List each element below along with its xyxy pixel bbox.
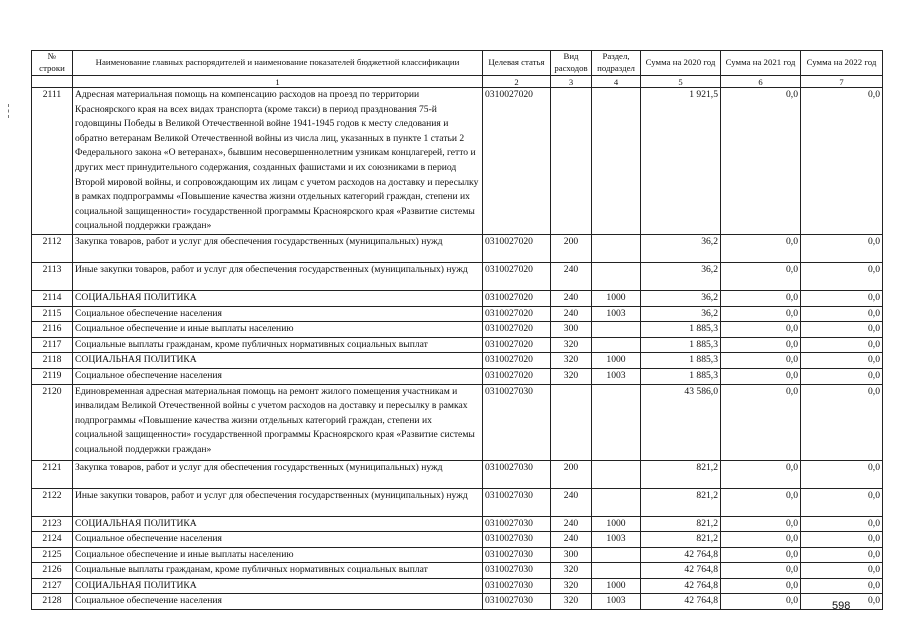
sum-2020-cell: 1 885,3	[641, 353, 721, 369]
sum-2020-cell: 821,2	[641, 460, 721, 488]
table-row	[32, 290, 883, 306]
target-article-cell: 0310027020	[483, 353, 551, 369]
sum-2020-cell: 36,2	[641, 290, 721, 306]
row-number-cell: 2114	[32, 290, 73, 306]
expense-kind-cell: 320	[551, 563, 592, 579]
table-row	[32, 460, 883, 488]
sum-2021-cell: 0,0	[721, 368, 801, 384]
sum-2021-cell: 0,0	[721, 547, 801, 563]
sum-2021-cell: 0,0	[721, 516, 801, 532]
sum-2021-cell: 0,0	[721, 353, 801, 369]
column-number	[32, 76, 73, 88]
target-article-cell: 0310027020	[483, 88, 551, 235]
target-article-cell: 0310027020	[483, 337, 551, 353]
column-number: 2	[483, 76, 551, 88]
expense-kind-cell: 240	[551, 262, 592, 290]
expense-kind-cell: 300	[551, 547, 592, 563]
sum-2022-cell: 0,0	[801, 384, 883, 460]
indicator-name-cell: Иные закупки товаров, работ и услуг для обеспечения государственных (муниципальных) нужд	[73, 262, 483, 290]
target-article-cell: 0310027030	[483, 532, 551, 548]
sum-2022-cell: 0,0	[801, 322, 883, 338]
column-number-row	[32, 76, 883, 88]
row-number-cell: 2126	[32, 563, 73, 579]
sum-2020-cell: 1 885,3	[641, 337, 721, 353]
sum-2022-cell: 0,0	[801, 563, 883, 579]
row-number-cell: 2120	[32, 384, 73, 460]
indicator-name-cell: Социальное обеспечение и иные выплаты населению	[73, 547, 483, 563]
row-number-cell: 2112	[32, 234, 73, 262]
expense-kind-cell: 320	[551, 578, 592, 594]
sum-2020-cell: 821,2	[641, 488, 721, 516]
table-row	[32, 532, 883, 548]
table-body	[32, 88, 883, 610]
sum-2020-cell: 42 764,8	[641, 594, 721, 610]
header-sum-2022: Сумма на 2022 год	[801, 51, 883, 76]
target-article-cell: 0310027020	[483, 322, 551, 338]
sum-2022-cell: 0,0	[801, 290, 883, 306]
sum-2020-cell: 36,2	[641, 306, 721, 322]
target-article-cell: 0310027020	[483, 290, 551, 306]
sum-2022-cell: 0,0	[801, 234, 883, 262]
sum-2021-cell: 0,0	[721, 594, 801, 610]
row-number-cell: 2127	[32, 578, 73, 594]
indicator-name-cell: Социальное обеспечение населения	[73, 306, 483, 322]
expense-kind-cell: 240	[551, 516, 592, 532]
target-article-cell: 0310027030	[483, 578, 551, 594]
expense-kind-cell	[551, 384, 592, 460]
section-cell: 1003	[592, 594, 641, 610]
table-row	[32, 368, 883, 384]
target-article-cell: 0310027020	[483, 262, 551, 290]
table-row	[32, 337, 883, 353]
target-article-cell: 0310027030	[483, 547, 551, 563]
target-article-cell: 0310027030	[483, 384, 551, 460]
section-cell	[592, 337, 641, 353]
expense-kind-cell: 320	[551, 353, 592, 369]
margin-mark	[8, 104, 10, 118]
indicator-name-cell: СОЦИАЛЬНАЯ ПОЛИТИКА	[73, 578, 483, 594]
sum-2022-cell: 0,0	[801, 460, 883, 488]
sum-2021-cell: 0,0	[721, 234, 801, 262]
row-number-cell: 2125	[32, 547, 73, 563]
table-row	[32, 322, 883, 338]
expense-kind-cell: 320	[551, 594, 592, 610]
table-row	[32, 306, 883, 322]
indicator-name-cell: Единовременная адресная материальная помощь на ремонт жилого помещения участникам и инвалидам Великой Отечественной войны с учетом расходов на доставку и пересылку в рамках подпрограммы «Повышение качества жизни отдельных категорий граждан, степени их социальной защищенности» государственной программы Красноярского края «Развитие системы социальной поддержки граждан»	[73, 384, 483, 460]
target-article-cell: 0310027030	[483, 460, 551, 488]
table-row	[32, 516, 883, 532]
sum-2021-cell: 0,0	[721, 290, 801, 306]
header-target: Целевая статья	[483, 51, 551, 76]
row-number-cell: 2119	[32, 368, 73, 384]
section-cell: 1000	[592, 516, 641, 532]
row-number-cell: 2111	[32, 88, 73, 235]
indicator-name-cell: Социальное обеспечение населения	[73, 594, 483, 610]
expense-kind-cell: 200	[551, 234, 592, 262]
indicator-name-cell: Социальные выплаты гражданам, кроме публичных нормативных социальных выплат	[73, 337, 483, 353]
sum-2021-cell: 0,0	[721, 306, 801, 322]
section-cell: 1003	[592, 306, 641, 322]
target-article-cell: 0310027030	[483, 516, 551, 532]
table-row	[32, 234, 883, 262]
target-article-cell: 0310027030	[483, 488, 551, 516]
sum-2020-cell: 43 586,0	[641, 384, 721, 460]
sum-2020-cell: 36,2	[641, 262, 721, 290]
budget-table	[31, 50, 883, 610]
sum-2022-cell: 0,0	[801, 516, 883, 532]
section-cell	[592, 488, 641, 516]
section-cell: 1000	[592, 290, 641, 306]
table-row	[32, 547, 883, 563]
expense-kind-cell: 240	[551, 290, 592, 306]
section-cell	[592, 563, 641, 579]
sum-2021-cell: 0,0	[721, 460, 801, 488]
sum-2021-cell: 0,0	[721, 262, 801, 290]
section-cell	[592, 88, 641, 235]
sum-2020-cell: 821,2	[641, 516, 721, 532]
expense-kind-cell: 240	[551, 532, 592, 548]
indicator-name-cell: Закупка товаров, работ и услуг для обеспечения государственных (муниципальных) нужд	[73, 460, 483, 488]
header-section: Раздел, подраздел	[592, 51, 641, 76]
row-number-cell: 2118	[32, 353, 73, 369]
sum-2021-cell: 0,0	[721, 322, 801, 338]
section-cell	[592, 322, 641, 338]
indicator-name-cell: Социальное обеспечение населения	[73, 368, 483, 384]
expense-kind-cell: 240	[551, 488, 592, 516]
target-article-cell: 0310027020	[483, 368, 551, 384]
expense-kind-cell: 240	[551, 306, 592, 322]
row-number-cell: 2123	[32, 516, 73, 532]
indicator-name-cell: СОЦИАЛЬНАЯ ПОЛИТИКА	[73, 516, 483, 532]
sum-2021-cell: 0,0	[721, 563, 801, 579]
column-number: 6	[721, 76, 801, 88]
sum-2021-cell: 0,0	[721, 384, 801, 460]
indicator-name-cell: Иные закупки товаров, работ и услуг для обеспечения государственных (муниципальных) нужд	[73, 488, 483, 516]
sum-2022-cell: 0,0	[801, 337, 883, 353]
section-cell	[592, 262, 641, 290]
column-number: 3	[551, 76, 592, 88]
section-cell	[592, 234, 641, 262]
sum-2022-cell: 0,0	[801, 88, 883, 235]
table-row	[32, 384, 883, 460]
indicator-name-cell: Адресная материальная помощь на компенсацию расходов на проезд по территории Красноярского края на всех видах транспорта (кроме такси) в период празднования 75-й годовщины Победы в Великой Отечественной войне 1941-1945 годов к месту следования и обратно ветеранам Великой Отечественной войны из числа лиц, указанных в пункте 1 статьи 2 Федерального закона «О ветеранах», бывшим несовершеннолетним узникам концлагерей, гетто и других мест принудительного содержания, созданных фашистами и их союзниками в период Второй мировой войны, и сопровождающим их лицам с учетом расходов на доставку и пересылку в рамках подпрограммы «Повышение качества жизни отдельных категорий граждан, степени их социальной защищенности» государственной программы Красноярского края «Развитие системы социальной поддержки граждан»	[73, 88, 483, 235]
sum-2021-cell: 0,0	[721, 337, 801, 353]
row-number-cell: 2116	[32, 322, 73, 338]
sum-2020-cell: 42 764,8	[641, 547, 721, 563]
expense-kind-cell	[551, 88, 592, 235]
section-cell: 1000	[592, 578, 641, 594]
row-number-cell: 2122	[32, 488, 73, 516]
column-number: 7	[801, 76, 883, 88]
sum-2020-cell: 42 764,8	[641, 578, 721, 594]
sum-2022-cell: 0,0	[801, 532, 883, 548]
sum-2021-cell: 0,0	[721, 532, 801, 548]
indicator-name-cell: Закупка товаров, работ и услуг для обеспечения государственных (муниципальных) нужд	[73, 234, 483, 262]
header-sum-2020: Сумма на 2020 год	[641, 51, 721, 76]
expense-kind-cell: 200	[551, 460, 592, 488]
sum-2020-cell: 1 921,5	[641, 88, 721, 235]
sum-2022-cell: 0,0	[801, 594, 883, 610]
sum-2020-cell: 1 885,3	[641, 368, 721, 384]
sum-2022-cell: 0,0	[801, 368, 883, 384]
row-number-cell: 2128	[32, 594, 73, 610]
sum-2020-cell: 42 764,8	[641, 563, 721, 579]
sum-2022-cell: 0,0	[801, 306, 883, 322]
sum-2022-cell: 0,0	[801, 262, 883, 290]
target-article-cell: 0310027020	[483, 306, 551, 322]
indicator-name-cell: Социальное обеспечение и иные выплаты населению	[73, 322, 483, 338]
column-number: 1	[73, 76, 483, 88]
target-article-cell: 0310027030	[483, 563, 551, 579]
header-kind: Вид расходов	[551, 51, 592, 76]
header-name: Наименование главных распорядителей и наименование показателей бюджетной классификации	[73, 51, 483, 76]
table-row	[32, 488, 883, 516]
sum-2020-cell: 821,2	[641, 532, 721, 548]
sum-2022-cell: 0,0	[801, 578, 883, 594]
expense-kind-cell: 300	[551, 322, 592, 338]
sum-2021-cell: 0,0	[721, 578, 801, 594]
table-row	[32, 578, 883, 594]
indicator-name-cell: СОЦИАЛЬНАЯ ПОЛИТИКА	[73, 353, 483, 369]
row-number-cell: 2117	[32, 337, 73, 353]
indicator-name-cell: СОЦИАЛЬНАЯ ПОЛИТИКА	[73, 290, 483, 306]
sum-2020-cell: 36,2	[641, 234, 721, 262]
target-article-cell: 0310027030	[483, 594, 551, 610]
header-sum-2021: Сумма на 2021 год	[721, 51, 801, 76]
section-cell: 1003	[592, 532, 641, 548]
sum-2022-cell: 0,0	[801, 488, 883, 516]
page-number: 598	[832, 600, 851, 612]
table-row	[32, 353, 883, 369]
indicator-name-cell: Социальные выплаты гражданам, кроме публичных нормативных социальных выплат	[73, 563, 483, 579]
table-row	[32, 563, 883, 579]
expense-kind-cell: 320	[551, 368, 592, 384]
section-cell	[592, 460, 641, 488]
sum-2021-cell: 0,0	[721, 488, 801, 516]
target-article-cell: 0310027020	[483, 234, 551, 262]
header-row-no: № строки	[32, 51, 73, 76]
section-cell	[592, 384, 641, 460]
sum-2022-cell: 0,0	[801, 547, 883, 563]
row-number-cell: 2124	[32, 532, 73, 548]
row-number-cell: 2121	[32, 460, 73, 488]
table-row	[32, 88, 883, 235]
indicator-name-cell: Социальное обеспечение населения	[73, 532, 483, 548]
row-number-cell: 2113	[32, 262, 73, 290]
header-row	[32, 51, 883, 76]
sum-2021-cell: 0,0	[721, 88, 801, 235]
sum-2022-cell: 0,0	[801, 353, 883, 369]
expense-kind-cell: 320	[551, 337, 592, 353]
row-number-cell: 2115	[32, 306, 73, 322]
table-row	[32, 594, 883, 610]
section-cell	[592, 547, 641, 563]
column-number: 5	[641, 76, 721, 88]
section-cell: 1000	[592, 353, 641, 369]
column-number: 4	[592, 76, 641, 88]
table-row	[32, 262, 883, 290]
sum-2020-cell: 1 885,3	[641, 322, 721, 338]
section-cell: 1003	[592, 368, 641, 384]
